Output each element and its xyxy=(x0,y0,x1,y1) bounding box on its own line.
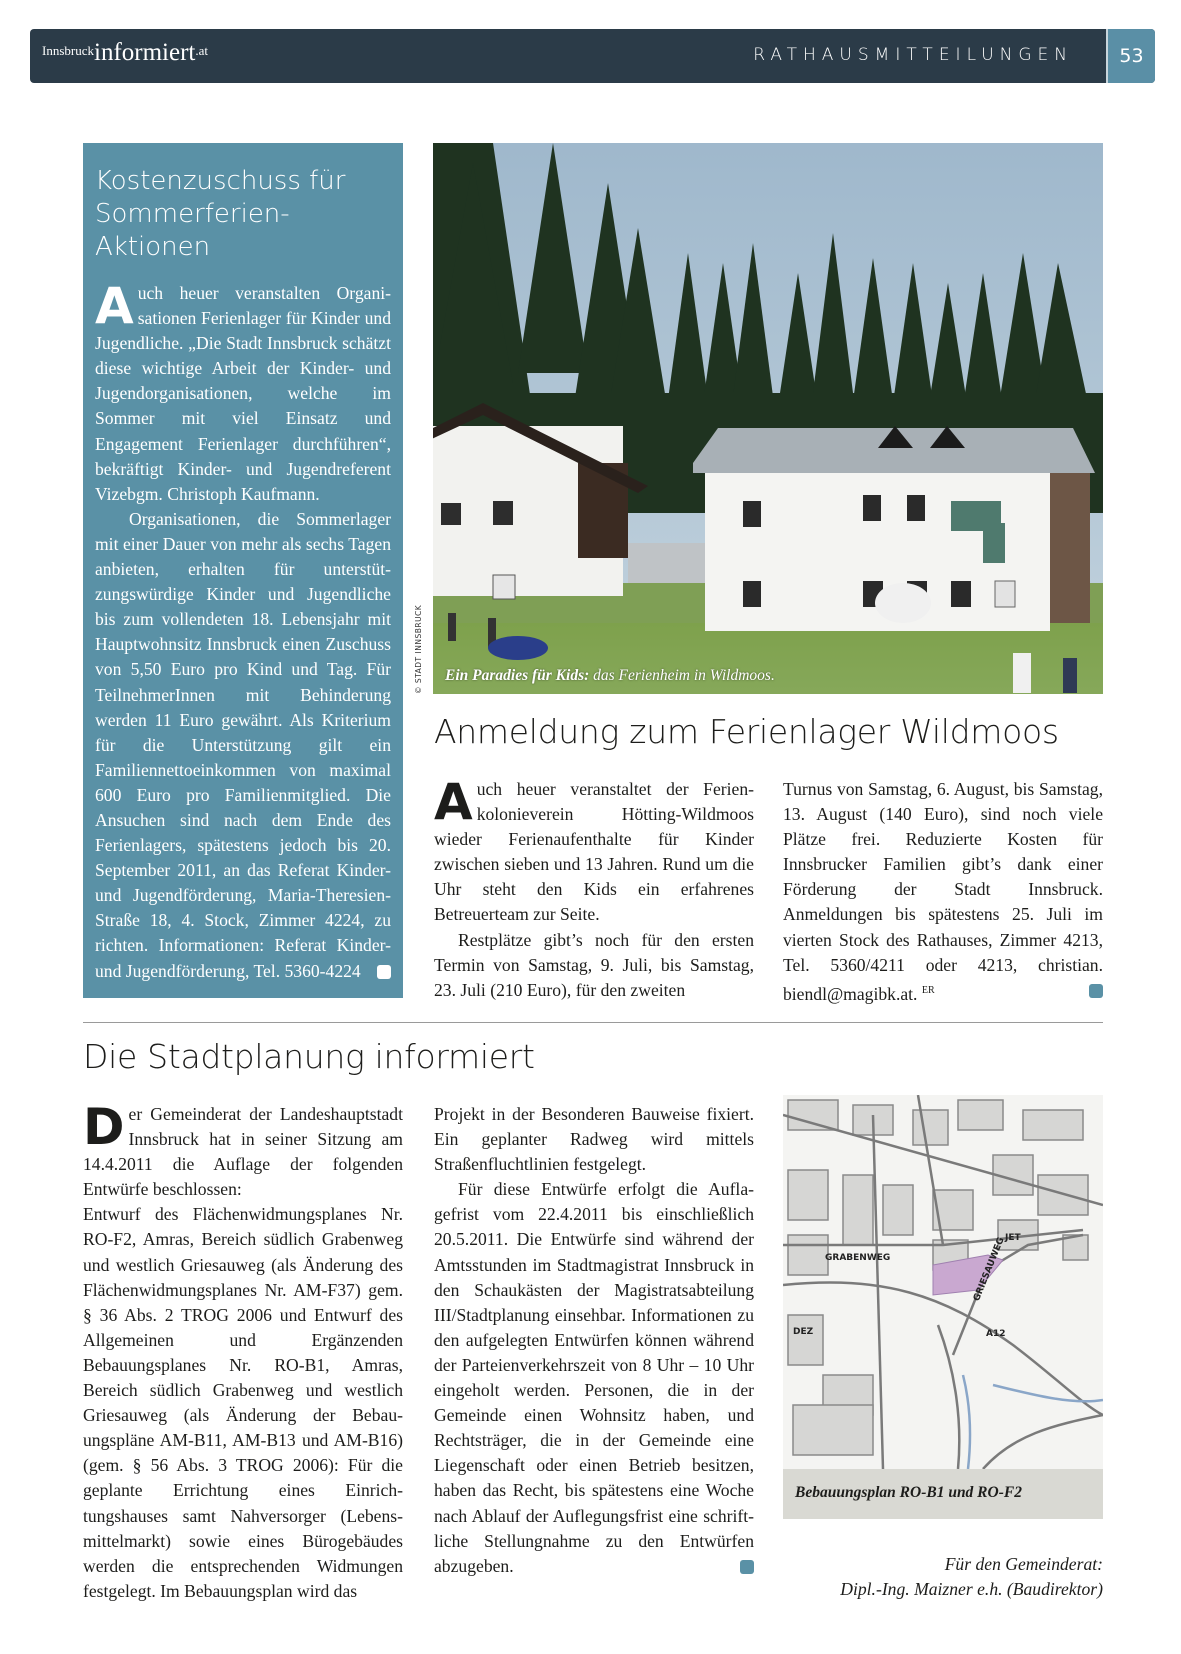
map-label-jet: JET xyxy=(1005,1233,1021,1243)
river xyxy=(993,1385,1103,1401)
sidebar-article-title: Kostenzuschuss für Sommerferien-Aktionen xyxy=(95,166,346,262)
paragraph-text: uch heuer veranstalten Organisationen Ferienlager für Kinder und Jugendliche. „Die Stadt Innsbruck schätzt diese wichtige Arbeit der Kinder- und Jugendorganisationen, welche im Sommer mit viel Einsatz und Engagement Ferienlager durchführen“, bekräftigt Kinder- und Jugendreferent Vizebgm. Christoph Kaufmann. xyxy=(95,283,391,504)
paragraph-text: Für diese Entwürfe erfolgt die Auflagefrist vom 22.4.2011 bis einschließlich 20.5.2011. Die Entwürfe sind während der Amtsstunden im Stadtmagistrat Innsbruck in den Schaukästen der Magistratsabteilung III/Stadtplanung einsehbar. Informationen zu den aufgelegten Entwürfen können während der Parteienverkehrszeit von 8 Uhr – 10 Uhr eingeholt werden. Personen, die in der Gemeinde einen Wohnsitz haben, und Rechtsträger, die in der Gemeinde eine Liegenschaft oder einen Betrieb besitzen, haben das Recht, bis spätestens eine Woche nach Ablauf der Auflegungsfrist eine schriftliche Stellungnahme zu den Entwürfen abzugeben. xyxy=(434,1179,754,1576)
caption-bold: Ein Paradies für Kids: xyxy=(445,667,590,684)
stadtplanung-column-1 xyxy=(83,1098,403,1604)
stadtplanung-paragraph-1 xyxy=(83,1098,403,1202)
page-header xyxy=(30,29,1155,83)
end-mark-icon xyxy=(1089,984,1103,998)
stadtplanung-column-2 xyxy=(434,1102,754,1579)
stadtplanung-paragraph-2: Entwurf des Flächenwidmungsplanes Nr. RO-F2, Amras, Bereich südlich Grabenweg und westlich Griesauweg (als Änderung des Flächenwidmungsplanes Nr. AM-F37) gem. § 36 Abs. 2 TROG 2006 und Entwurf des Allgemeinen und Ergänzenden Bebauungsplanes Nr. RO-B1, Amras, Bereich südlich Grabenweg und westlich Griesauweg (als Änderung der Bebauungspläne AM-B11, AM-B13 und AM-B16) (gem. § 56 Abs. 3 TROG 2006): Für die geplante Errichtung eines Einrichtungshauses samt Nahversorger (Lebensmittelmarkt) sowie eines Bürogebäudes werden die entsprechenden Widmungen festgelegt. Im Bebauungsplan wird das xyxy=(83,1204,403,1601)
publication-logo xyxy=(42,39,208,67)
author-tag: ER xyxy=(921,984,935,996)
logo-prefix: Innsbruck xyxy=(42,43,94,58)
ferienheim-photo xyxy=(433,143,1103,694)
wildmoos-column-1 xyxy=(434,773,754,1003)
map-label-grabenweg: GRABENWEG xyxy=(825,1253,891,1263)
sidebar-paragraph-2 xyxy=(95,507,391,984)
stadtplanung-article-title: Die Stadtplanung informiert xyxy=(83,1037,535,1076)
section-title: RATHAUSMITTEILUNGEN xyxy=(753,45,1073,65)
stadtplanung-paragraph-4 xyxy=(434,1177,754,1579)
logo-main: informiert xyxy=(94,39,196,66)
wildmoos-paragraph-3 xyxy=(783,777,1103,1007)
end-mark-icon xyxy=(740,1560,754,1574)
stadtplanung-paragraph-3: Projekt in der Besonderen Bauweise fixiert. Ein geplanter Radweg wird mittels Straßenfluchtlinien festgelegt. xyxy=(434,1104,754,1175)
paragraph-text: Organisationen, die Sommerlager mit einer Dauer von mehr als sechs Tagen anbieten, erhalten für unterstützungswürdige Kinder und Jugendliche bis zum vollendeten 18. Lebensjahr mit Hauptwohnsitz Innsbruck einen Zuschuss von 5,50 Euro pro Kind und Tag. Für TeilnehmerInnen mit Behinderung werden 11 Euro gewährt. Als Kriterium für die Unterstützung gilt ein Familiennettoeinkommen von maximal 600 Euro pro Familienmitglied. Die Ansuchen sind nach dem Ende des Ferienlagers, spätestens jedoch bis 20. September 2011, an das Referat Kinder- und Jugendförderung, Maria-Theresien-Straße 18, 4. Stock, Zimmer 4224, zu richten. Informationen: Referat Kinder- und Jugendförderung, Tel. 5360-4224 xyxy=(95,508,391,981)
river-branch xyxy=(963,1375,970,1469)
wildmoos-paragraph-1 xyxy=(434,773,754,928)
photo-caption xyxy=(445,665,775,686)
map-label-griesauweg: GRIESAUWEG xyxy=(972,1236,1007,1303)
paragraph-text: uch heuer veranstaltet der Ferienkolonieverein Hötting-Wildmoos wieder Ferienaufenthalte für Kinder zwischen sieben und 13 Jahren. Rund um die Uhr steht den Kids ein erfahrenes Betreuerteam zur Seite. xyxy=(434,779,754,925)
bebauungsplan-map xyxy=(783,1095,1103,1469)
end-mark-icon xyxy=(377,965,391,979)
paragraph-text: Turnus von Samstag, 6. August, bis Samstag, 13. August (140 Euro), sind noch viele Plätze frei. Reduzierte Kosten für Innsbrucker Familien gibt’s dank einer Förderung der Stadt Innsbruck. Anmeldungen bis spätestens 25. Juli im vierten Stock des Rathauses, Zimmer 4213, Tel. 5360/4211 oder 4213, christian. biendl@magibk.at. xyxy=(783,779,1103,1004)
caption-text: das Ferienheim in Wildmoos. xyxy=(589,667,775,684)
dropcap: A xyxy=(95,277,134,335)
photo-illustration xyxy=(433,143,1103,694)
signature-block xyxy=(783,1552,1103,1602)
map-caption: Bebauungsplan RO-B1 und RO-F2 xyxy=(783,1469,1103,1519)
section-divider xyxy=(83,1022,1103,1023)
photo-credit: © STADT INNSBRUCK xyxy=(414,604,423,694)
dropcap: D xyxy=(83,1098,125,1156)
logo-suffix: .at xyxy=(195,43,208,58)
map-illustration xyxy=(783,1095,1103,1469)
page-number: 53 xyxy=(1106,29,1155,83)
signature-line-1: Für den Gemeinderat: xyxy=(944,1554,1103,1574)
tent xyxy=(875,583,931,623)
sidebar-paragraph-1 xyxy=(95,277,391,507)
wildmoos-column-2 xyxy=(783,777,1103,1007)
map-label-dez: DEZ xyxy=(793,1327,814,1337)
map-label-a12: A12 xyxy=(986,1329,1006,1339)
wildmoos-article-title: Anmeldung zum Ferienlager Wildmoos xyxy=(434,712,1059,751)
wildmoos-paragraph-2: Restplätze gibt’s noch für den ersten Termin von Samstag, 9. Juli, bis Samstag, 23. Juli (210 Euro), für den zweiten xyxy=(434,929,754,1000)
paragraph-text: er Gemeinderat der Landeshauptstadt Innsbruck hat in seiner Sitzung am 14.4.2011 die Auflage der folgenden Entwürfe beschlossen: xyxy=(83,1104,403,1200)
signature-line-2: Dipl.-Ing. Maizner e.h. (Baudirektor) xyxy=(840,1579,1103,1599)
sidebar-article-box xyxy=(83,143,403,998)
dropcap: A xyxy=(434,773,473,831)
inflatable xyxy=(488,636,548,660)
